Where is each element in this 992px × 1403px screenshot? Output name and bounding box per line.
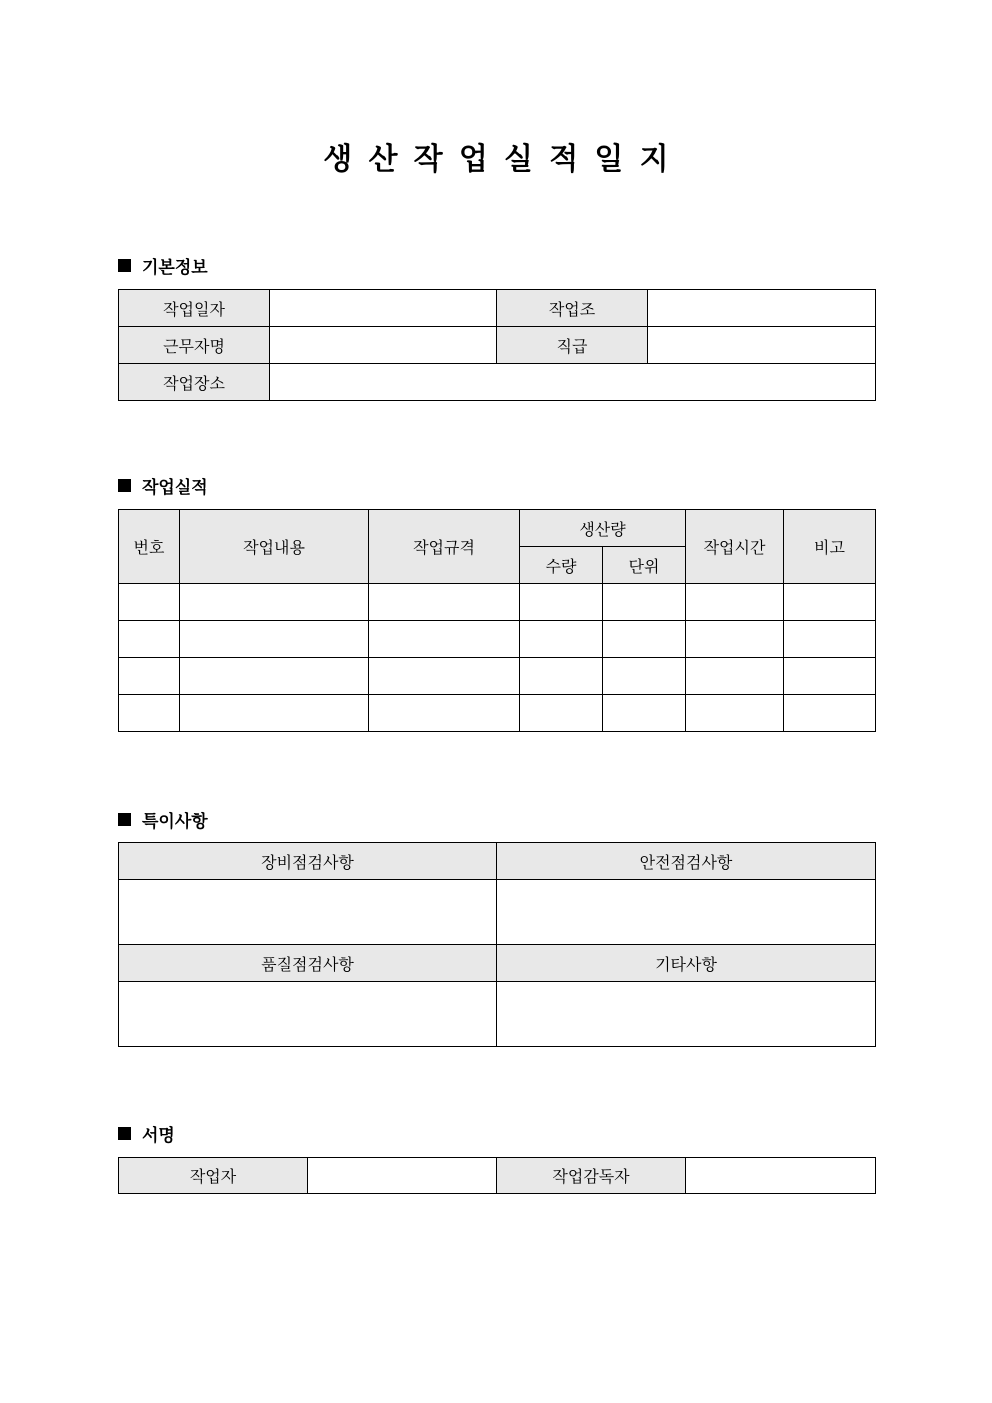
cell[interactable] <box>603 695 686 732</box>
header-output: 생산량 <box>520 510 686 547</box>
cell[interactable] <box>686 584 784 621</box>
field-work-place[interactable] <box>270 364 876 401</box>
cell[interactable] <box>603 658 686 695</box>
label-work-place: 작업장소 <box>119 364 270 401</box>
cell[interactable] <box>520 584 603 621</box>
square-bullet-icon <box>118 813 131 826</box>
label-position: 직급 <box>497 327 648 364</box>
field-quality-check[interactable] <box>119 982 497 1047</box>
cell[interactable] <box>369 658 520 695</box>
field-work-team[interactable] <box>648 290 876 327</box>
cell[interactable] <box>369 621 520 658</box>
cell[interactable] <box>180 695 369 732</box>
table-row <box>119 695 876 732</box>
cell[interactable] <box>603 584 686 621</box>
page-title <box>0 134 992 178</box>
field-other-notes[interactable] <box>497 982 876 1047</box>
label-work-date: 작업일자 <box>119 290 270 327</box>
cell[interactable] <box>369 584 520 621</box>
section-heading-label: 작업실적 <box>142 478 208 498</box>
title-char: 지 <box>639 142 669 177</box>
section-heading-performance <box>118 473 208 498</box>
cell[interactable] <box>603 621 686 658</box>
title-char: 적 <box>549 142 579 177</box>
field-safety-check[interactable] <box>497 880 876 945</box>
table-row <box>119 658 876 695</box>
cell[interactable] <box>784 658 876 695</box>
cell[interactable] <box>180 621 369 658</box>
header-remark: 비고 <box>784 510 876 584</box>
title-char: 생 <box>323 142 353 177</box>
cell[interactable] <box>119 658 180 695</box>
header-unit: 단위 <box>603 547 686 584</box>
cell[interactable] <box>180 584 369 621</box>
header-qty: 수량 <box>520 547 603 584</box>
table-row <box>119 621 876 658</box>
signature-table <box>118 1157 876 1194</box>
section-heading-signature <box>118 1121 175 1146</box>
header-time: 작업시간 <box>686 510 784 584</box>
title-char: 산 <box>368 142 398 177</box>
label-worker: 작업자 <box>119 1158 308 1194</box>
notes-table <box>118 842 876 1047</box>
field-worker-signature[interactable] <box>308 1158 497 1194</box>
label-equipment-check: 장비점검사항 <box>119 843 497 880</box>
cell[interactable] <box>784 584 876 621</box>
square-bullet-icon <box>118 259 131 272</box>
basic-info-table <box>118 289 876 401</box>
title-char: 일 <box>594 142 624 177</box>
label-other-notes: 기타사항 <box>497 945 876 982</box>
section-heading-label: 기본정보 <box>142 258 208 278</box>
header-content: 작업내용 <box>180 510 369 584</box>
header-spec: 작업규격 <box>369 510 520 584</box>
table-row <box>119 584 876 621</box>
title-char: 작 <box>413 142 443 177</box>
section-heading-notes <box>118 807 208 832</box>
field-position[interactable] <box>648 327 876 364</box>
field-worker-name[interactable] <box>270 327 497 364</box>
label-worker-name: 근무자명 <box>119 327 270 364</box>
field-supervisor-signature[interactable] <box>686 1158 876 1194</box>
cell[interactable] <box>119 621 180 658</box>
field-equipment-check[interactable] <box>119 880 497 945</box>
label-quality-check: 품질점검사항 <box>119 945 497 982</box>
cell[interactable] <box>369 695 520 732</box>
header-no: 번호 <box>119 510 180 584</box>
title-char: 업 <box>458 142 488 177</box>
label-safety-check: 안전점검사항 <box>497 843 876 880</box>
cell[interactable] <box>520 658 603 695</box>
label-work-team: 작업조 <box>497 290 648 327</box>
section-heading-label: 서명 <box>142 1126 175 1146</box>
section-heading-label: 특이사항 <box>142 812 208 832</box>
cell[interactable] <box>520 695 603 732</box>
cell[interactable] <box>119 584 180 621</box>
label-supervisor: 작업감독자 <box>497 1158 686 1194</box>
square-bullet-icon <box>118 479 131 492</box>
cell[interactable] <box>686 621 784 658</box>
cell[interactable] <box>784 695 876 732</box>
cell[interactable] <box>784 621 876 658</box>
section-heading-basic <box>118 253 208 278</box>
cell[interactable] <box>119 695 180 732</box>
title-char: 실 <box>504 142 534 177</box>
field-work-date[interactable] <box>270 290 497 327</box>
square-bullet-icon <box>118 1127 131 1140</box>
cell[interactable] <box>686 658 784 695</box>
cell[interactable] <box>686 695 784 732</box>
cell[interactable] <box>520 621 603 658</box>
cell[interactable] <box>180 658 369 695</box>
performance-table <box>118 509 876 732</box>
